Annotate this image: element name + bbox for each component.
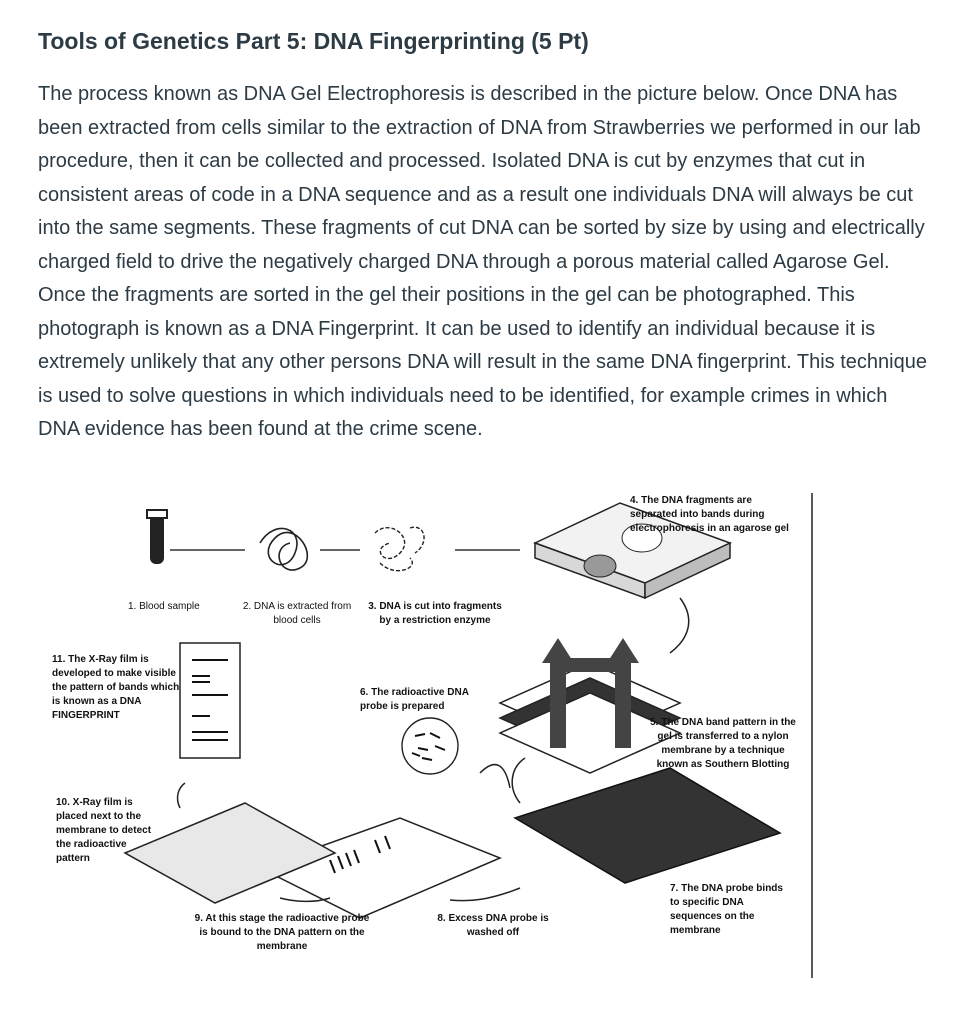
step9-label: 9. At this stage the radioactive probe is bound to the DNA pattern on the membrane (194, 913, 370, 952)
page-title: Tools of Genetics Part 5: DNA Fingerprinting (5 Pt) (38, 28, 589, 54)
radioactive-probe-icon (402, 718, 458, 774)
step3-label: 3. DNA is cut into fragments by a restriction enzyme (368, 601, 502, 626)
step7-label: 7. The DNA probe binds to specific DNA sequences on the membrane (670, 883, 783, 936)
dna-fragments-icon (375, 527, 424, 570)
step11-label: 11. The X-Ray film is developed to make visible the pattern of bands which is known as a DNA FINGERPRINT (52, 654, 180, 721)
blood-tube-icon (147, 510, 167, 564)
dna-fingerprinting-diagram (30, 488, 830, 988)
step10-label: 10. X-Ray film is placed next to the membrane to detect the radioactive pattern (56, 797, 152, 864)
step1-label: 1. Blood sample (128, 601, 200, 612)
dna-strand-icon (260, 529, 307, 571)
step5-label: 5. The DNA band pattern in the gel is transferred to a nylon membrane by a technique known as Southern Blotting (650, 717, 796, 770)
step8-label: 8. Excess DNA probe is washed off (437, 913, 549, 938)
step6-label: 6. The radioactive DNA probe is prepared (360, 687, 469, 712)
nylon-membrane-icon (515, 768, 780, 883)
step4-label: 4. The DNA fragments are separated into bands during electrophoresis in an agarose gel (630, 495, 789, 534)
step2-label: 2. DNA is extracted from blood cells (242, 601, 352, 626)
intro-paragraph: The process known as DNA Gel Electrophoresis is described in the picture below. Once DNA has been extracted from cells similar to the extraction of DNA from Strawberries we performed in our lab procedure, then it can be collected and processed. Isolated DNA is cut by enzymes that cut in consistent areas of code in a DNA sequence and as a result one individuals DNA will always be cut into the same segments. These fragments of cut DNA can be sorted by size by using and electrically charged field to drive the negatively charged DNA through a porous material called Agarose Gel. Once the fragments are sorted in the gel their positions in the gel can be photographed. This photograph is known as a DNA Fingerprint. It can be used to identify an individual because it is extremely unlikely that any other persons DNA will result in the same DNA fingerprint. This technique is used to solve questions in which individuals need to be identified, for example crimes in which DNA evidence has been found at the crime scene. (38, 83, 927, 440)
